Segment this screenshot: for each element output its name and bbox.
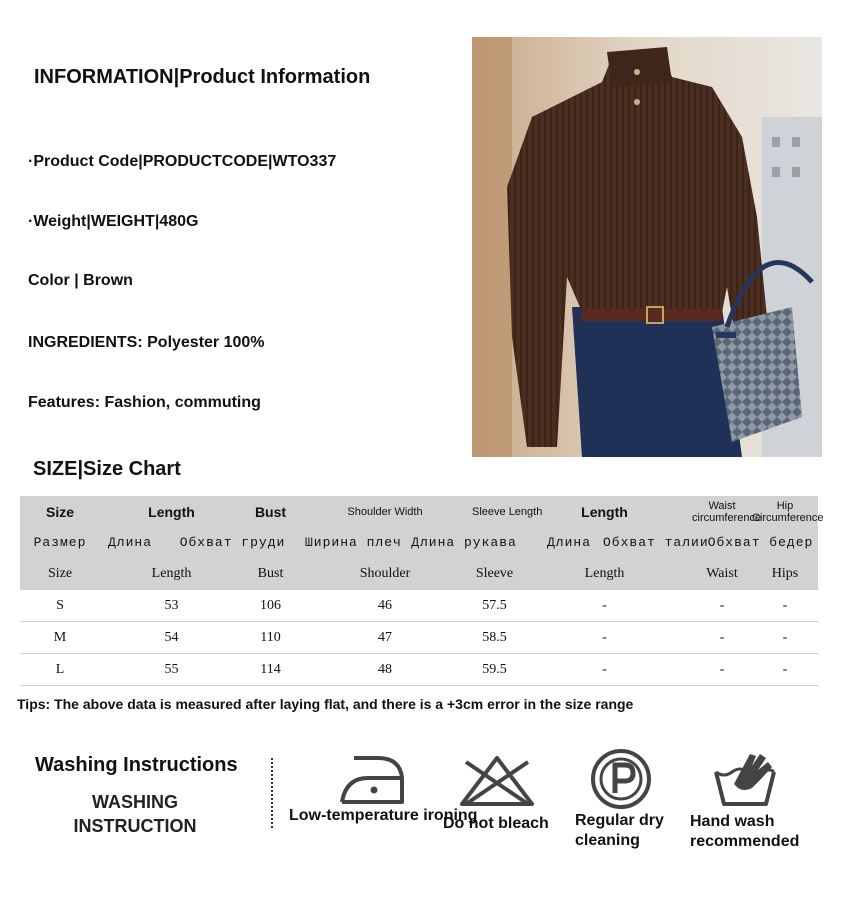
size-tips: Tips: The above data is measured after laying flat, and there is a +3cm error in the size range	[17, 696, 634, 712]
table-cell: -	[782, 661, 788, 677]
table-cell: L	[55, 661, 65, 677]
header-cell: Bust	[257, 565, 284, 581]
dry-clean-p-icon	[589, 747, 653, 816]
header-cell: Sleeve Length	[472, 505, 543, 518]
table-cell: -	[602, 661, 607, 677]
header-cell: Shoulder	[359, 565, 411, 581]
washing-title: Washing Instructions	[35, 754, 238, 776]
header-cell: Size	[45, 503, 74, 520]
product-code: ·Product Code|PRODUCTCODE|WTO337	[28, 153, 337, 170]
table-cell: 106	[260, 597, 281, 613]
product-features: Features: Fashion, commuting	[28, 394, 261, 411]
product-weight: ·Weight|WEIGHT|480G	[28, 213, 199, 230]
size-table-header	[20, 496, 824, 590]
header-cell: Hips	[771, 565, 799, 581]
table-cell: 55	[164, 661, 179, 677]
table-cell: 53	[164, 597, 179, 613]
header-cell: Waist circumference	[692, 499, 762, 524]
divider	[271, 758, 273, 828]
header-row-russian	[20, 527, 818, 558]
no-bleach-label: Do not bleach	[443, 815, 549, 832]
dry-clean-label: Regular dry cleaning	[575, 812, 664, 849]
header-row-english	[20, 496, 824, 527]
header-cell: Shoulder Width	[347, 505, 423, 518]
header-cell: Размер	[33, 535, 87, 550]
header-cell: Длина	[546, 535, 591, 550]
header-cell: Sleeve	[475, 565, 514, 581]
header-cell: Length	[151, 565, 192, 581]
iron-icon	[338, 752, 406, 811]
washing-subtitle: WASHING INSTRUCTION	[73, 792, 197, 836]
table-cell: 59.5	[482, 661, 507, 677]
table-cell: 58.5	[482, 629, 507, 645]
product-photo	[472, 37, 822, 457]
header-cell: Waist	[706, 565, 738, 581]
table-cell: -	[719, 597, 725, 613]
header-cell: Длина	[107, 535, 152, 550]
header-cell: Hip Circumference	[752, 499, 824, 524]
header-cell: Size	[47, 565, 73, 581]
header-cell: Length	[581, 503, 628, 520]
table-cell: -	[602, 597, 607, 613]
no-bleach-icon	[458, 754, 536, 813]
table-cell: 57.5	[482, 597, 507, 613]
info-title: INFORMATION|Product Information	[34, 66, 371, 88]
table-cell: -	[719, 661, 725, 677]
header-cell: Bust	[254, 503, 287, 520]
size-chart-title: SIZE|Size Chart	[33, 458, 181, 480]
hand-wash-icon	[712, 748, 778, 813]
header-row-short	[20, 558, 818, 589]
table-cell: -	[782, 629, 788, 645]
table-cell: 48	[378, 661, 392, 677]
header-cell: Обхват талии	[603, 535, 709, 550]
table-cell: M	[53, 629, 67, 645]
header-cell: Ширина плеч	[305, 535, 402, 550]
header-cell: Length	[148, 503, 195, 520]
size-table	[20, 496, 824, 686]
table-cell: -	[719, 629, 725, 645]
table-cell: -	[782, 597, 788, 613]
table-cell: 47	[378, 629, 392, 645]
hand-wash-label: Hand wash recommended	[690, 813, 800, 850]
product-ingredients: INGREDIENTS: Polyester 100%	[28, 334, 265, 351]
table-cell: S	[56, 597, 64, 613]
header-cell: Длина рукава	[411, 535, 517, 550]
product-color: Color | Brown	[28, 272, 133, 289]
table-cell: 46	[378, 597, 392, 613]
table-cell: 110	[260, 629, 281, 645]
iron-label: Low-temperature ironing	[289, 807, 478, 824]
table-cell: -	[602, 629, 607, 645]
table-row	[20, 590, 818, 622]
table-cell: 54	[164, 629, 179, 645]
table-cell: 114	[260, 661, 281, 677]
table-row	[20, 654, 818, 686]
header-cell: Обхват груди	[179, 535, 286, 550]
header-cell: Обхват бедер	[707, 535, 814, 550]
table-row	[20, 622, 818, 654]
header-cell: Length	[584, 565, 625, 581]
